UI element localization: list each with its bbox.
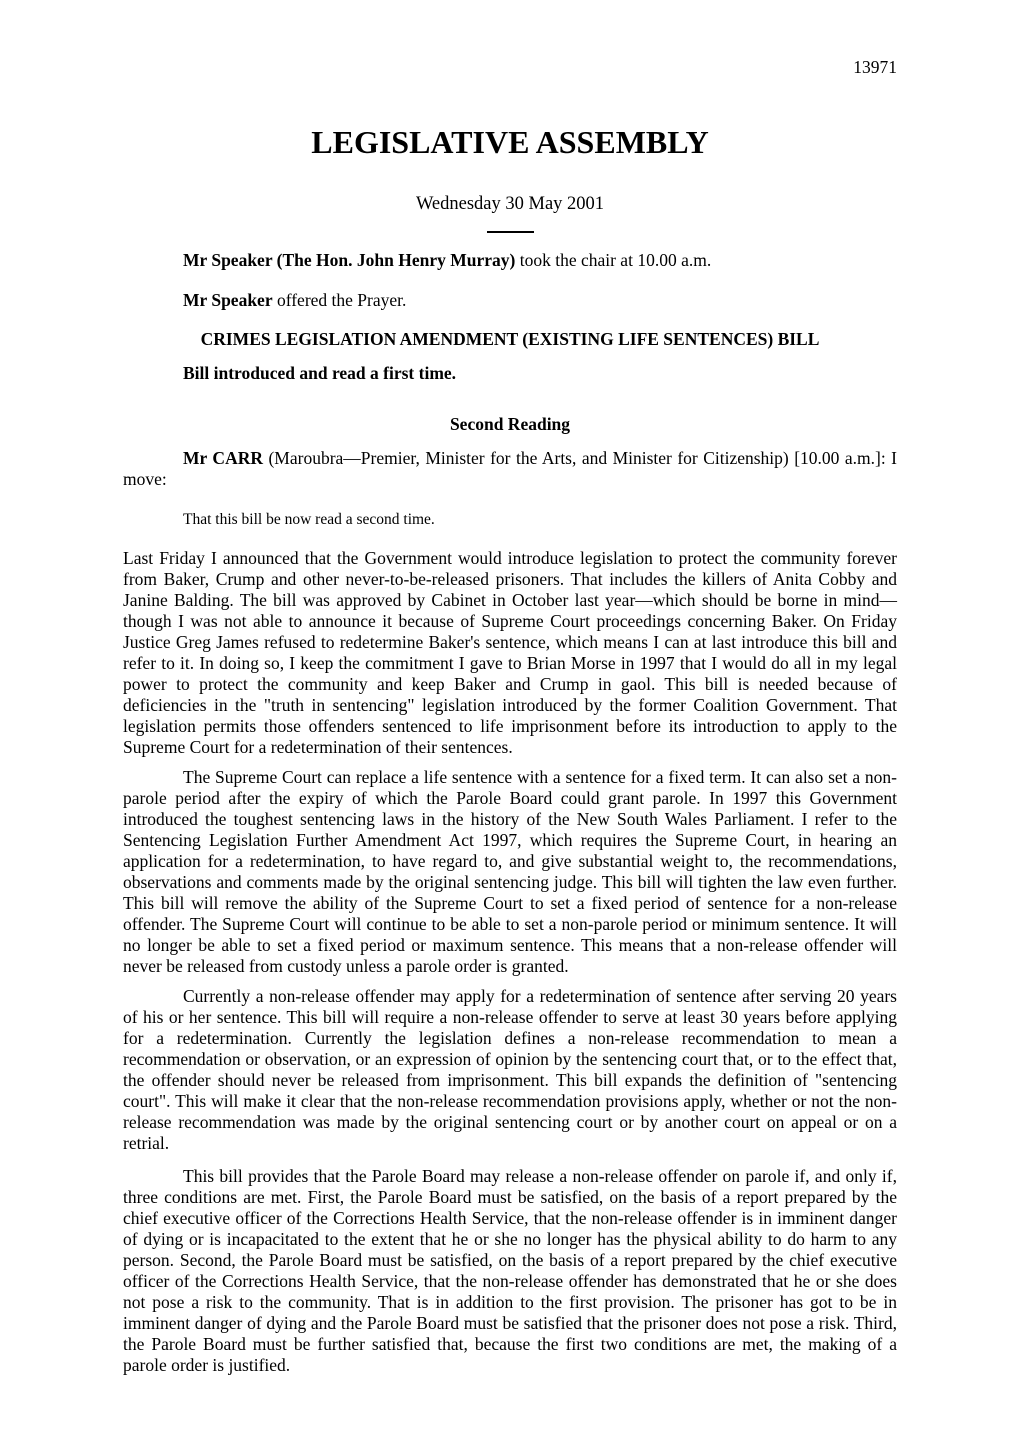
speaker-took-chair-text: took the chair at 10.00 a.m. xyxy=(515,250,712,270)
speaker-prayer-text: offered the Prayer. xyxy=(272,290,407,310)
second-reading-heading: Second Reading xyxy=(449,414,571,434)
motion-quote: That this bill be now read a second time. xyxy=(183,511,435,528)
speech-paragraph: Last Friday I announced that the Government would introduce legislation to protect the community forever from Baker, Crump and other never-to-be-released prisoners. That includes the killers of Anita Cobby and Janine Balding. The bill was approved by Cabinet in October last year—which should be borne in mind—though I was not able to announce it because of Supreme Court proceedings concerning Baker. On Friday Justice Greg James refused to redetermine Baker's sentence, which means I can at last introduce this bill and refer to it. In doing so, I keep the commitment I gave to Brian Morse in 1997 that I would do all in my legal power to protect the community and keep Baker and Crump in gaol. This bill is needed because of deficiencies in the "truth in sentencing" legislation introduced by the former Coalition Government. That legislation permits those offenders sentenced to life imprisonment before its introduction to apply to the Supreme Court for a redetermination of their sentences. xyxy=(123,548,897,757)
speaker-took-chair-line xyxy=(123,250,897,271)
session-date: Wednesday 30 May 2001 xyxy=(415,194,605,214)
first-reading-line: Bill introduced and read a first time. xyxy=(183,363,457,383)
divider-rule xyxy=(487,231,534,233)
page-title: LEGISLATIVE ASSEMBLY xyxy=(311,124,709,160)
speaker-prayer-line xyxy=(123,290,897,311)
page-number: 13971 xyxy=(853,57,897,77)
carr-opener-text: (Maroubra—Premier, Minister for the Arts, and Minister for Citizenship) [10.00 a.m.]: I move: xyxy=(123,448,897,489)
speaker-prayer-bold: Mr Speaker xyxy=(183,290,273,310)
speaker-name-bold: Mr Speaker (The Hon. John Henry Murray) xyxy=(183,250,516,270)
carr-opener-line xyxy=(123,448,897,490)
speech-paragraph: Currently a non-release offender may apply for a redetermination of sentence after serving 20 years of his or her sentence. This bill will require a non-release offender to serve at least 30 years before applying for a redetermination. Currently the legislation defines a non-release recommendation to mean a recommendation or observation, or an expression of opinion by the sentencing court that, or to the effect that, the offender should never be released from imprisonment. This bill expands the definition of "sentencing court". This will make it clear that the non-release recommendation provisions apply, whether or not the non-release recommendation was made by the original sentencing court or by another court on appeal or on a retrial. xyxy=(123,986,897,1153)
bill-heading: CRIMES LEGISLATION AMENDMENT (EXISTING LIFE SENTENCES) BILL xyxy=(200,329,820,349)
carr-name-bold: Mr CARR xyxy=(183,448,263,468)
speech-paragraph: This bill provides that the Parole Board may release a non-release offender on parole if, and only if, three conditions are met. First, the Parole Board must be satisfied, on the basis of a report prepared by the chief executive officer of the Corrections Health Service, that the non-release offender is in imminent danger of dying or is incapacitated to the extent that he or she no longer has the physical ability to do harm to any person. Second, the Parole Board must be satisfied, on the basis of a report prepared by the chief executive officer of the Corrections Health Service, that the non-release offender has demonstrated that he or she does not pose a risk to the community. That is in addition to the first provision. The prisoner has got to be in imminent danger of dying and the Parole Board must be satisfied that the prisoner does not pose a risk. Third, the Parole Board must be further satisfied that, because the first two conditions are met, the making of a parole order is justified. xyxy=(123,1166,897,1375)
speech-paragraph: The Supreme Court can replace a life sentence with a sentence for a fixed term. It can also set a non-parole period after the expiry of which the Parole Board could grant parole. In 1997 this Government introduced the toughest sentencing laws in the history of the New South Wales Parliament. I refer to the Sentencing Legislation Further Amendment Act 1997, which requires the Supreme Court, in hearing an application for a redetermination, to have regard to, and give substantial weight to, the recommendations, observations and comments made by the original sentencing judge. This bill will tighten the law even further. This bill will remove the ability of the Supreme Court to set a fixed period of sentence for a non-release offender. The Supreme Court will continue to be able to set a non-parole period or minimum sentence. It will no longer be able to set a fixed period or maximum sentence. This means that a non-release offender will never be released from custody unless a parole order is granted. xyxy=(123,767,897,976)
